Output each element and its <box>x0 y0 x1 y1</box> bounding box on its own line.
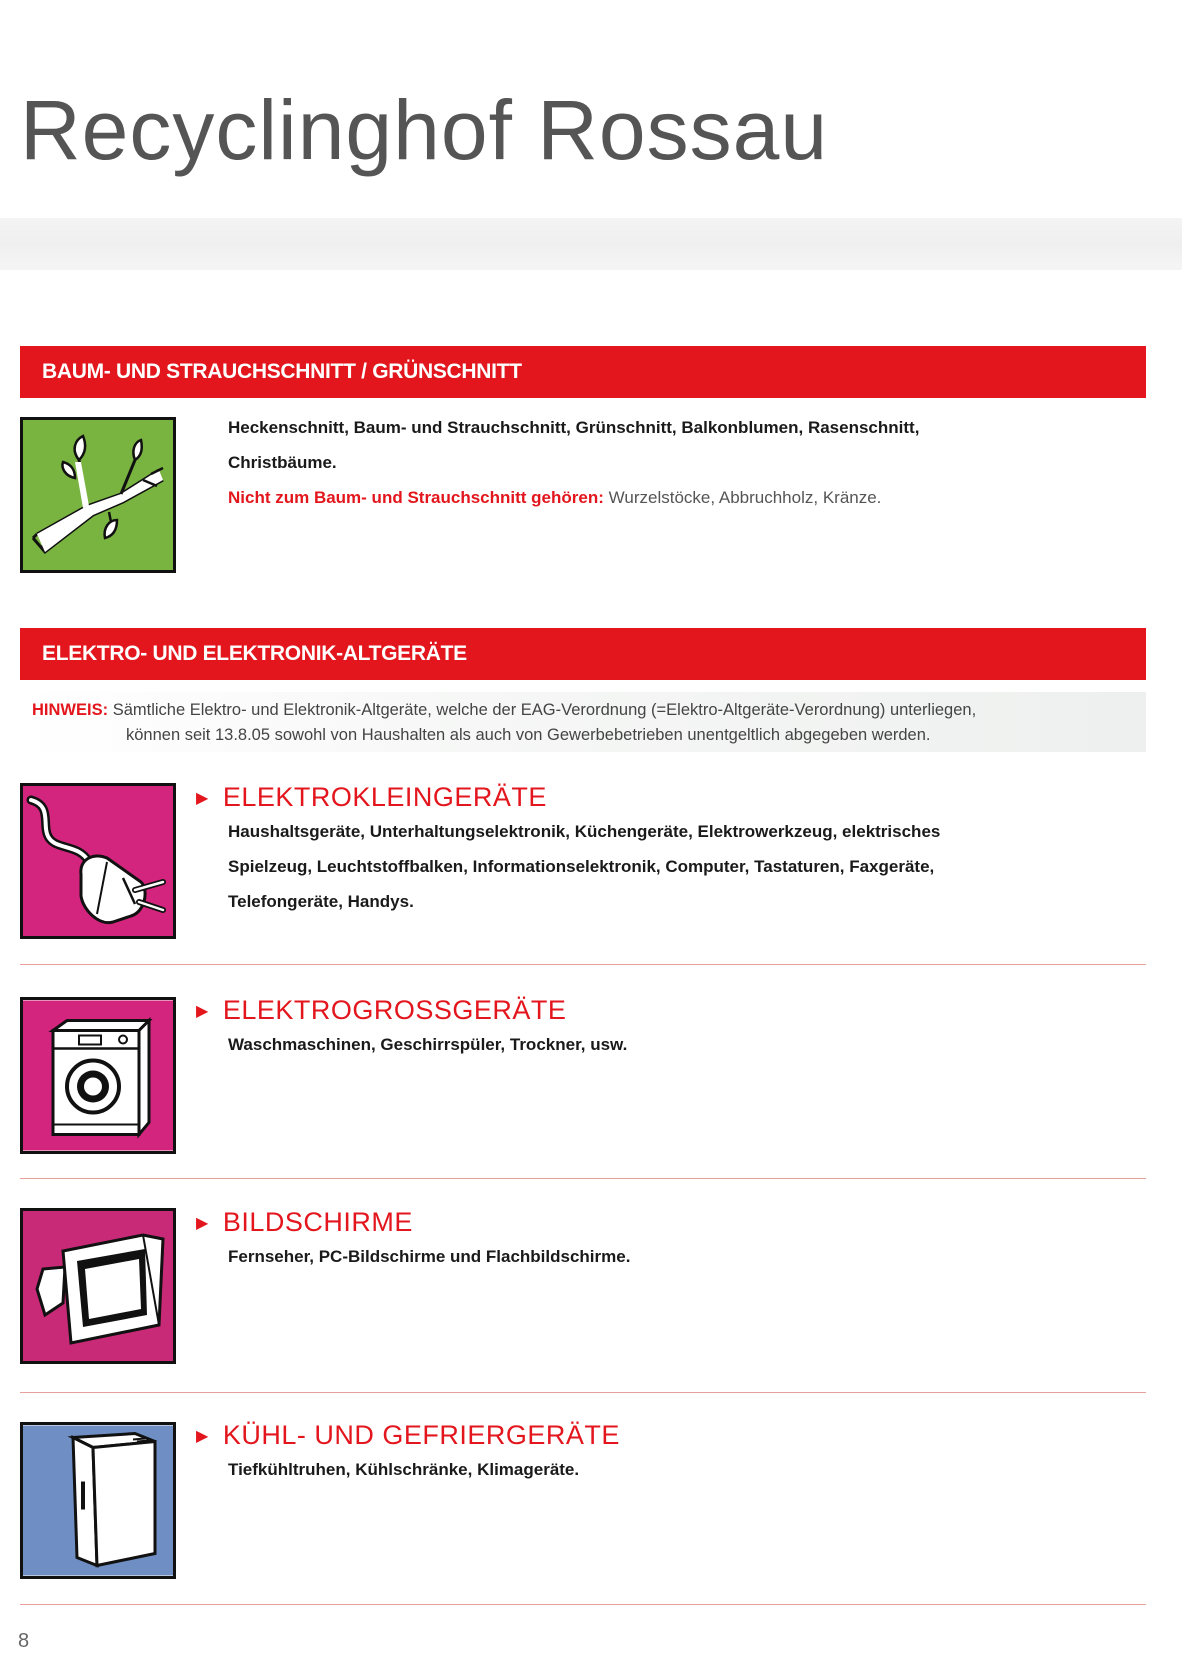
green-waste-line-2: Christbäume. <box>228 453 337 472</box>
small-appliances-line-1: Haushaltsgeräte, Unterhaltungselektronik, Küchengeräte, Elektrowerkzeug, elektrisches <box>228 822 941 841</box>
divider <box>20 964 1146 965</box>
divider <box>20 1178 1146 1179</box>
exclusion-label: Nicht zum Baum- und Strauchschnitt gehören: <box>228 488 604 507</box>
item-title-text: ELEKTROGROSSGERÄTE <box>222 995 567 1025</box>
fridge-icon <box>20 1422 176 1579</box>
section-header-electronics: ELEKTRO- UND ELEKTRONIK-ALTGERÄTE <box>20 628 1146 680</box>
item-title-small-appliances <box>196 782 547 817</box>
small-appliances-line-3: Telefongeräte, Handys. <box>228 892 414 911</box>
fridges-line-1: Tiefkühltruhen, Kühlschränke, Klimageräte. <box>228 1460 580 1479</box>
monitors-description <box>228 1239 1108 1274</box>
small-appliances-description <box>228 814 1108 919</box>
item-title-fridges <box>196 1420 620 1455</box>
triangle-right-icon: ▶ <box>196 1003 209 1020</box>
section-header-green-waste: BAUM- UND STRAUCHSCHNITT / GRÜNSCHNITT <box>20 346 1146 398</box>
green-waste-line-1: Heckenschnitt, Baum- und Strauchschnitt, Grünschnitt, Balkonblumen, Rasenschnitt, <box>228 418 920 437</box>
small-appliances-line-2: Spielzeug, Leuchtstoffbalken, Informationselektronik, Computer, Tastaturen, Faxgeräte, <box>228 857 935 876</box>
divider <box>20 1604 1146 1605</box>
large-appliances-description <box>228 1027 1108 1062</box>
washing-machine-icon <box>20 997 176 1154</box>
green-waste-description <box>228 410 1108 515</box>
decorative-band <box>0 218 1182 270</box>
note-line-2: können seit 13.8.05 sowohl von Haushalten als auch von Gewerbebetrieben unentgeltlich abgegeben werden. <box>126 726 931 744</box>
note-label: HINWEIS: <box>32 701 109 719</box>
electronics-note <box>32 698 1132 748</box>
note-line-1: Sämtliche Elektro- und Elektronik-Altgeräte, welche der EAG-Verordnung (=Elektro-Altgeräte-Verordnung) unterliegen, <box>112 701 977 719</box>
item-title-large-appliances <box>196 995 566 1030</box>
large-appliances-line-1: Waschmaschinen, Geschirrspüler, Trockner, usw. <box>228 1035 628 1054</box>
plug-icon <box>20 783 176 939</box>
item-title-text: KÜHL- UND GEFRIERGERÄTE <box>222 1420 620 1450</box>
monitors-line-1: Fernseher, PC-Bildschirme und Flachbildschirme. <box>228 1247 631 1266</box>
item-title-text: BILDSCHIRME <box>222 1207 413 1237</box>
exclusion-text: Wurzelstöcke, Abbruchholz, Kränze. <box>608 488 882 507</box>
triangle-right-icon: ▶ <box>196 1215 209 1232</box>
triangle-right-icon: ▶ <box>196 1428 209 1445</box>
branch-icon <box>20 417 176 573</box>
page-number: 8 <box>18 1630 30 1652</box>
item-title-text: ELEKTROKLEINGERÄTE <box>222 782 547 812</box>
triangle-right-icon: ▶ <box>196 790 209 807</box>
green-waste-exclusion <box>228 480 1108 515</box>
divider <box>20 1392 1146 1393</box>
page-title: Recyclinghof Rossau <box>20 83 829 177</box>
monitor-icon <box>20 1208 176 1364</box>
fridges-description <box>228 1452 1108 1487</box>
item-title-monitors <box>196 1207 413 1242</box>
